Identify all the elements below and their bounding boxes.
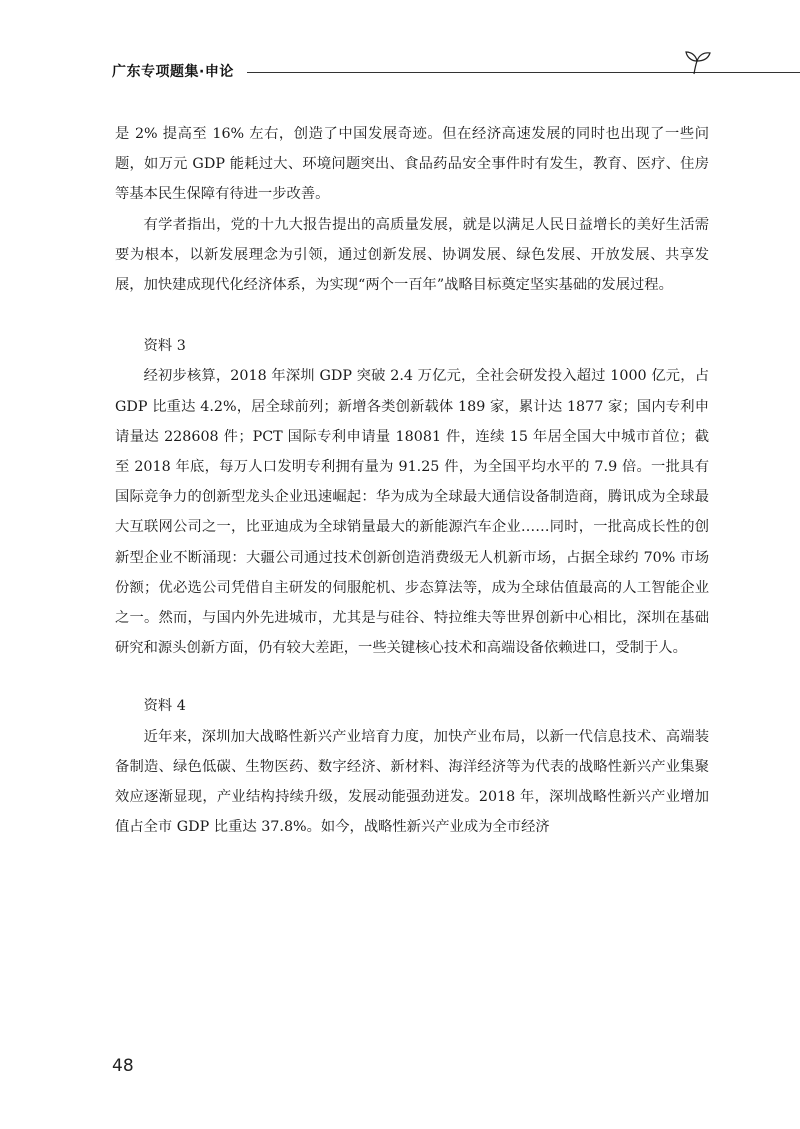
material-3-paragraph: 经初步核算，2018 年深圳 GDP 突破 2.4 万亿元，全社会研发投入超过 1000 亿元，占 GDP 比重达 4.2%，居全球前列；新增各类创新载体 189 家，累计达 1877 家；国内专利申请量达 228608 件；PCT 国际专利申请量 18081 件，连续 15 年居全国大中城市首位；截至 2018 年底，每万人口发明专利拥有量为 91.25 件，为全国平均水平的 7.9 倍。一批具有国际竞争力的创新型龙头企业迅速崛起：华为成为全球最大通信设备制造商，腾讯成为全球最大互联网公司之一，比亚迪成为全球销量最大的新能源汽车企业……同时，一批高成长性的创新型企业不断涌现：大疆公司通过技术创新创造消费级无人机新市场，占据全球约 70% 市场份额；优必选公司凭借自主研发的伺服舵机、步态算法等，成为全球估值最高的人工智能企业之一。然而，与国内外先进城市，尤其是与硅谷、特拉维夫等世界创新中心相比，深圳在基础研究和源头创新方面，仍有较大差距，一些关键核心技术和高端设备依赖进口，受制于人。 — [115, 368, 709, 657]
section-gap — [115, 663, 709, 691]
header-rule — [247, 72, 800, 73]
header-title: 广东专项题集·申论 — [112, 64, 234, 80]
paragraph-continuation: 是 2% 提高至 16% 左右，创造了中国发展奇迹。但在经济高速发展的同时也出现了一些问题，如万元 GDP 能耗过大、环境问题突出、食品药品安全事件时有发生，教育、医疗、住房等基本民生保障有待进一步改善。 — [115, 126, 709, 203]
material-3-label: 资料 3 — [143, 338, 186, 355]
material-4-paragraph: 近年来，深圳加大战略性新兴产业培育力度，加快产业布局，以新一代信息技术、高端装备制造、绿色低碳、生物医药、数字经济、新材料、海洋经济等为代表的战略性新兴产业集聚效应逐渐显现，产业结构持续升级，发展动能强劲迸发。2018 年，深圳战略性新兴产业增加值占全市 GDP 比重达 37.8%。如今，战略性新兴产业成为全市经济 — [115, 728, 709, 836]
section-gap — [115, 300, 709, 331]
running-header — [112, 62, 712, 86]
page-body — [115, 119, 709, 842]
paragraph-scholar-view: 有学者指出，党的十九大报告提出的高质量发展，就是以满足人民日益增长的美好生活需要为根本，以新发展理念为引领，通过创新发展、协调发展、绿色发展、开放发展、共享发展，加快建成现代化经济体系，为实现“两个一百年”战略目标奠定坚实基础的发展过程。 — [115, 216, 709, 294]
sprout-icon — [682, 48, 712, 76]
page-number: 48 — [112, 1056, 134, 1076]
material-4-label: 资料 4 — [143, 698, 186, 715]
